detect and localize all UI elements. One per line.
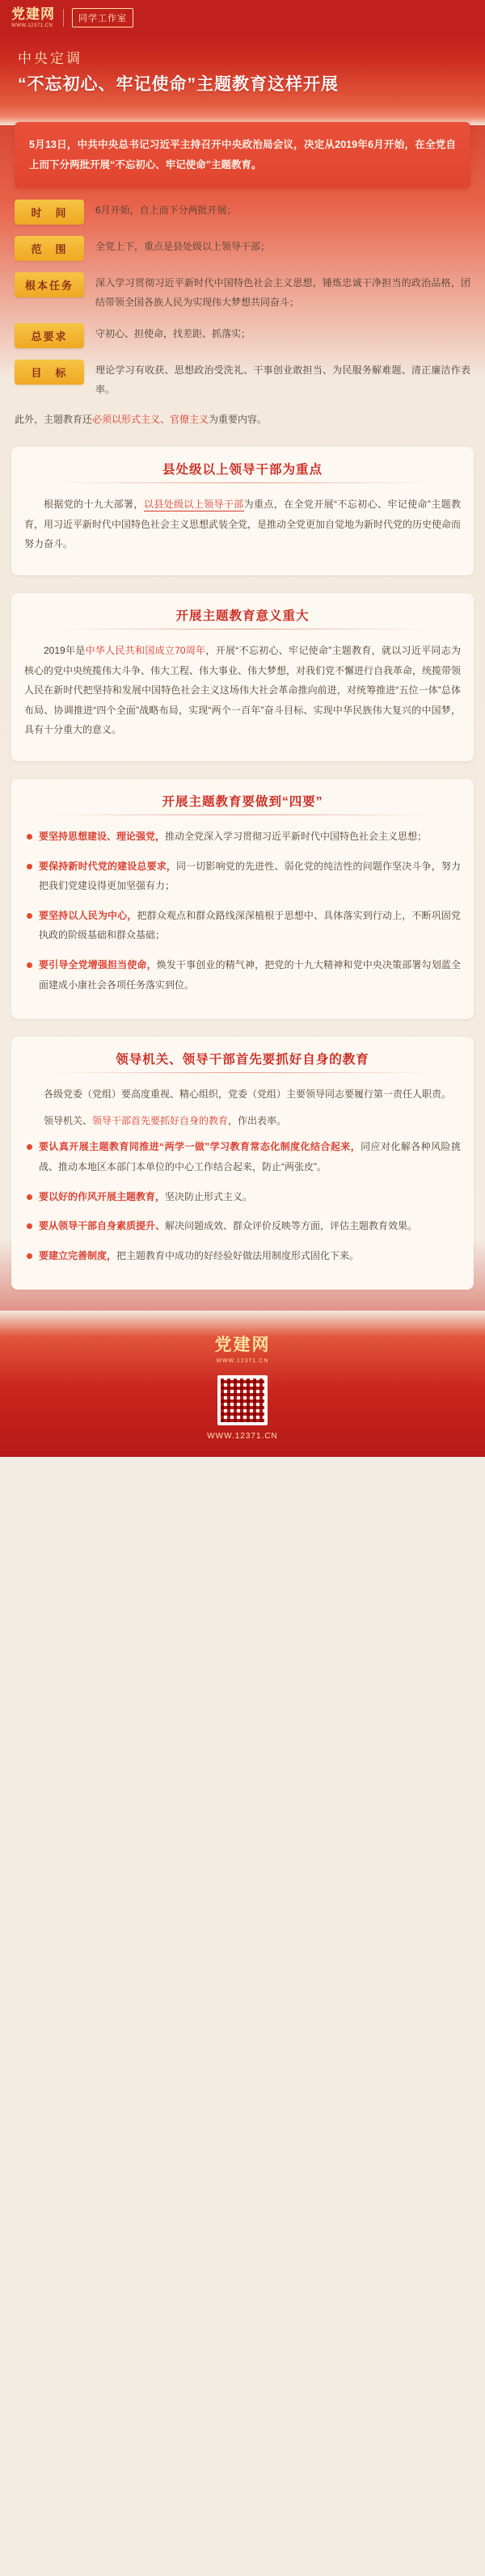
list-item bbox=[24, 1246, 461, 1266]
section-paragraph bbox=[24, 1084, 461, 1105]
paragraph-highlight: 以县处级以上领导干部 bbox=[143, 499, 244, 511]
lead-paragraph-text: 5月13日，中共中央总书记习近平主持召开中央政治局会议，决定从2019年6月开始，在全党自上而下分两批开展“不忘初心、牢记使命”主题教育。 bbox=[29, 139, 456, 171]
key-facts-list bbox=[15, 200, 470, 399]
list-item bbox=[24, 1216, 461, 1236]
top-bar bbox=[0, 0, 485, 36]
key-fact-row bbox=[15, 236, 470, 261]
paragraph-highlight: 领导干部首先要抓好自身的教育 bbox=[92, 1114, 229, 1126]
list-item-text: 把群众观点和群众路线深深植根于思想中、具体落实到行动上，不断巩固党执政的阶级基础和群众基础； bbox=[39, 909, 461, 941]
paragraph-text: 领导机关、 bbox=[44, 1114, 93, 1126]
paragraph-text: 为重点，在全党开展“不忘初心、牢记使命”主题教育，用习近平新时代中国特色社会主义思想武装全党，是推动全党更加自觉地为新时代党的历史使命而努力奋斗。 bbox=[24, 499, 462, 550]
key-fact-label: 总要求 bbox=[15, 323, 84, 348]
section-divider bbox=[55, 1072, 430, 1073]
site-logo[interactable] bbox=[11, 8, 55, 28]
key-fact-value: 守初心、担使命，找差距、抓落实； bbox=[95, 328, 251, 340]
key-fact-row bbox=[15, 360, 470, 399]
paragraph-text: 2019年是 bbox=[44, 645, 86, 657]
list-item-text: 解决问题成效、群众评价反映等方面，评估主题教育效果。 bbox=[165, 1220, 418, 1232]
list-item-text: 把主题教育中成功的好经验好做法用制度形式固化下来。 bbox=[116, 1249, 360, 1261]
key-fact-row bbox=[15, 323, 470, 348]
content-section bbox=[11, 447, 474, 575]
key-fact-label: 目 标 bbox=[15, 360, 84, 385]
list-item-lead: 要坚持以人民为中心， bbox=[39, 909, 137, 921]
note-suffix: 为重要内容。 bbox=[209, 413, 268, 425]
section-paragraph bbox=[24, 495, 461, 554]
key-fact-value: 全党上下，重点是县处级以上领导干部； bbox=[95, 241, 271, 253]
note-prefix: 此外，主题教育还 bbox=[15, 413, 93, 425]
paragraph-highlight: 中华人民共和国成立70周年 bbox=[85, 645, 206, 657]
list-item bbox=[24, 1187, 461, 1207]
section-title: 领导机关、领导干部首先要抓好自身的教育 bbox=[116, 1053, 369, 1067]
page-title: “不忘初心、牢记使命”主题教育这样开展 bbox=[18, 75, 339, 94]
footer-url: WWW.12371.CN bbox=[207, 1432, 278, 1442]
site-logo-text: 党建网 bbox=[11, 6, 55, 23]
list-item-text: 同一切影响党的先进性、弱化党的纯洁性的问题作坚决斗争，努力把我们党建设得更加坚强有力； bbox=[39, 860, 461, 892]
list-item bbox=[24, 955, 461, 995]
paragraph-text: ，开展“不忘初心、牢记使命”主题教育，就以习近平同志为核心的党中央统揽伟大斗争、伟大工程、伟大事业、伟大梦想，对我们党不懈进行自我革命，统揽带领人民在新时代把坚持和发展中国特色社会主义这场伟大社会革命推向前进，对统筹推进“五位一体”总体布局、协调推进“四个全面”战略布局，实现“两个一百年”奋斗目标、实现中华民族伟大复兴的中国梦，具有十分重大的意义。 bbox=[24, 645, 462, 736]
content-section bbox=[11, 593, 474, 761]
list-item-lead: 要建立完善制度， bbox=[39, 1249, 117, 1261]
list-item-lead: 要从领导干部自身素质提升、 bbox=[39, 1220, 166, 1232]
content-section bbox=[11, 1037, 474, 1290]
bullet-list bbox=[24, 827, 461, 995]
site-logo-url: WWW.12371.CN bbox=[11, 23, 53, 28]
key-fact-value: 深入学习贯彻习近平新时代中国特色社会主义思想，锤炼忠诚干净担当的政治品格，团结带领全国各族人民为实现伟大梦想共同奋斗； bbox=[95, 277, 470, 308]
footer-logo-url: WWW.12371.CN bbox=[216, 1358, 269, 1365]
list-item bbox=[24, 906, 461, 945]
list-item bbox=[24, 827, 461, 847]
paragraph-text: ，作出表率。 bbox=[228, 1114, 287, 1126]
list-item-lead: 要保持新时代党的建设总要求， bbox=[39, 860, 176, 872]
divider bbox=[63, 9, 64, 27]
key-fact-label: 根本任务 bbox=[15, 272, 84, 297]
lead-paragraph-card bbox=[15, 122, 470, 188]
section-title: 开展主题教育意义重大 bbox=[175, 609, 310, 624]
key-fact-value: 6月开始，自上而下分两批开展； bbox=[95, 204, 237, 217]
list-item-text: 坚决防止形式主义。 bbox=[165, 1190, 253, 1202]
section-title: 县处级以上领导干部为重点 bbox=[162, 463, 323, 478]
sections-container bbox=[0, 447, 485, 1290]
hero-header bbox=[0, 36, 485, 104]
list-item bbox=[24, 857, 461, 896]
key-fact-value: 理论学习有收获、思想政治受洗礼、干事创业敢担当、为民服务解难题、清正廉洁作表率。 bbox=[95, 364, 470, 395]
list-item-lead: 要以好的作风开展主题教育， bbox=[39, 1190, 166, 1202]
list-item-text: 焕发干事创业的精气神，把党的十九大精神和党中央决策部署勾划蓝全面建成小康社会各项任务落实到位。 bbox=[39, 959, 461, 991]
paragraph-text: 根据党的十九大部署， bbox=[44, 499, 144, 511]
key-fact-row bbox=[15, 200, 470, 225]
list-item-lead: 要坚持思想建设、理论强党， bbox=[39, 831, 166, 843]
footer bbox=[0, 1311, 485, 1457]
key-facts-note bbox=[15, 410, 470, 429]
note-highlight: 必须以形式主义、官僚主义 bbox=[92, 413, 209, 425]
list-item-lead: 要引导全党增强担当使命， bbox=[39, 959, 157, 971]
key-fact-row bbox=[15, 272, 470, 312]
list-item bbox=[24, 1137, 461, 1176]
content-section bbox=[11, 779, 474, 1019]
section-divider bbox=[55, 814, 430, 815]
studio-badge: 同学工作室 bbox=[72, 8, 133, 27]
section-paragraph bbox=[24, 1111, 461, 1131]
section-title: 开展主题教育要做到“四要” bbox=[162, 795, 323, 810]
list-item-lead: 要认真开展主题教育同推进“两学一做”学习教育常态化制度化结合起来， bbox=[39, 1141, 361, 1153]
hero-kicker: 中央定调 bbox=[18, 51, 82, 66]
list-item-text: 推动全党深入学习贯彻习近平新时代中国特色社会主义思想； bbox=[165, 831, 428, 843]
qr-code-icon[interactable] bbox=[217, 1375, 268, 1425]
footer-logo-text: 党建网 bbox=[214, 1335, 271, 1355]
section-divider bbox=[55, 482, 430, 483]
section-paragraph bbox=[24, 641, 461, 740]
list-item-text: 同应对化解各种风险挑战、推动本地区本部门本单位的中心工作结合起来，防止“两张皮”。 bbox=[39, 1141, 461, 1172]
key-fact-label: 范 围 bbox=[15, 236, 84, 261]
paragraph-text: 各级党委（党组）要高度重视、精心组织，党委（党组）主要领导同志要履行第一责任人职责。 bbox=[44, 1088, 452, 1101]
key-fact-label: 时 间 bbox=[15, 200, 84, 225]
bullet-list bbox=[24, 1137, 461, 1265]
